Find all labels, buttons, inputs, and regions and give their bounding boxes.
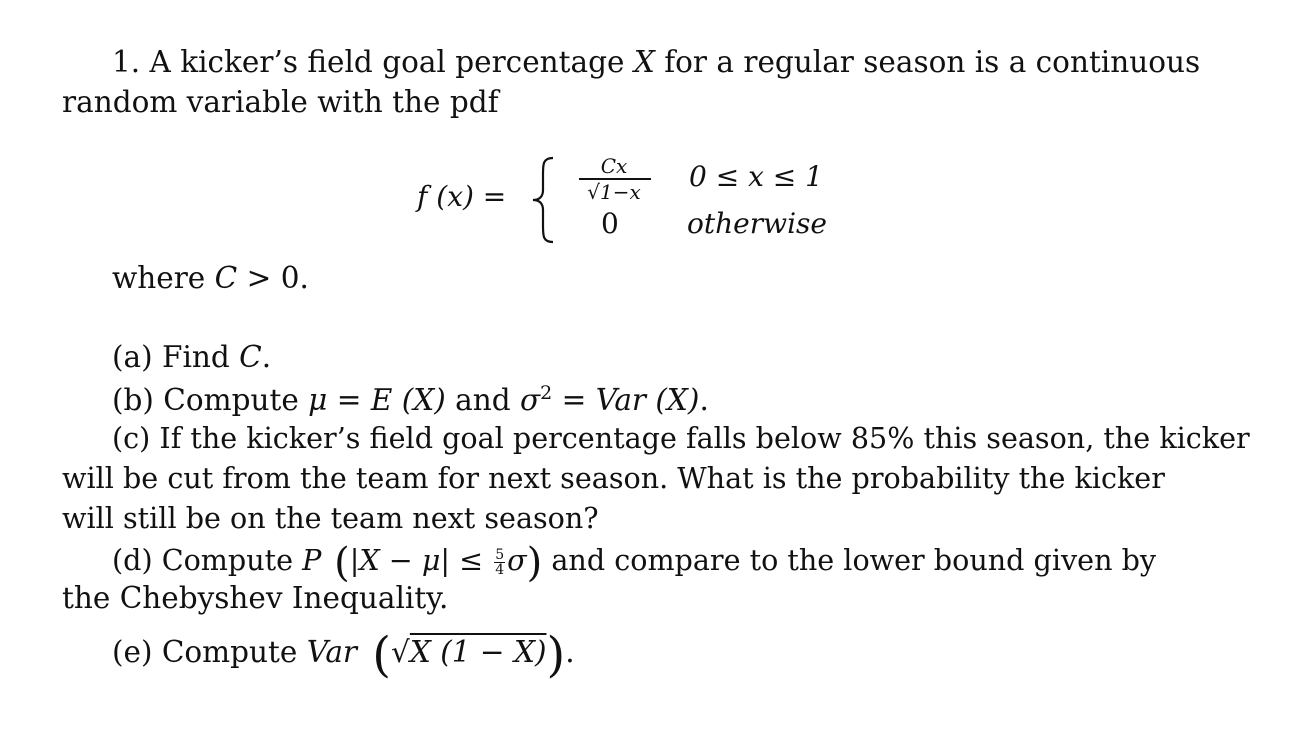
open-paren: ( <box>321 540 350 586</box>
part-a-label: (a) Find <box>112 340 240 374</box>
radical-sign: √ <box>391 635 410 669</box>
case1-numerator: Cx <box>600 154 628 178</box>
sigma-symbol: σ <box>520 382 541 417</box>
mu-symbol: μ <box>308 382 328 417</box>
case2-condition: otherwise <box>687 207 827 240</box>
where-line <box>112 261 309 295</box>
case1-fraction <box>575 154 653 204</box>
part-b <box>112 384 709 415</box>
constant-c: C <box>214 261 238 295</box>
part-d-rest: and compare to the lower bound given by <box>542 543 1157 577</box>
five-fourths-fraction <box>494 548 505 577</box>
expectation-e: E <box>370 382 393 417</box>
part-a <box>112 340 272 374</box>
variance-word-e: Var <box>306 635 358 669</box>
problem-intro-line-2: random variable with the pdf <box>62 85 499 119</box>
case1-denominator: √1−x <box>587 180 641 204</box>
part-c-line-3: will still be on the team next season? <box>62 501 599 535</box>
intro-trail-text: for a regular season is a continuous <box>654 45 1201 79</box>
squared-exponent: 2 <box>540 382 553 404</box>
fraction-numerator: 5 <box>495 547 505 563</box>
equals-sign: = <box>327 382 371 417</box>
part-d-label: (d) Compute <box>112 543 303 577</box>
intro-lead-text: 1. A kicker’s field goal percentage <box>112 45 634 79</box>
part-b-label: (b) Compute <box>112 382 309 417</box>
radicand-expression: X (1 − X) <box>409 635 547 669</box>
probability-p: P <box>302 543 322 577</box>
part-c-line-2: will be cut from the team for next season. What is the probability the kicker <box>62 461 1165 495</box>
formula-lhs: f (x) = <box>417 180 507 213</box>
open-paren-e: ( <box>357 627 392 683</box>
left-brace-icon <box>527 156 561 244</box>
random-variable-x: X <box>633 45 655 79</box>
part-d-line-1 <box>112 540 1157 586</box>
expectation-arg: (X) <box>392 382 446 417</box>
and-word: and <box>445 382 521 417</box>
sigma-symbol-d: σ <box>507 543 527 577</box>
part-d-line-2: the Chebyshev Inequality. <box>62 581 449 615</box>
equals-sign-2: = <box>552 382 596 417</box>
close-paren-e: ) <box>546 627 566 683</box>
problem-intro-line-1 <box>112 45 1201 79</box>
fraction-denominator: 4 <box>495 562 505 578</box>
case2-value: 0 <box>601 207 619 240</box>
part-c-line-1: (c) If the kicker’s field goal percentage falls below 85% this season, the kicker <box>112 421 1250 455</box>
pdf-formula <box>415 150 845 250</box>
part-e-label: (e) Compute <box>112 635 307 669</box>
variance-word: Var <box>595 382 647 417</box>
where-word: where <box>112 261 215 295</box>
part-e-end: . <box>565 635 575 669</box>
case1-condition: 0 ≤ x ≤ 1 <box>689 160 823 193</box>
where-rest: > 0. <box>237 261 309 295</box>
close-paren: ) <box>526 540 543 586</box>
part-a-var: C <box>239 340 262 374</box>
part-a-end: . <box>261 340 272 374</box>
abs-expression: |X − μ| ≤ <box>349 543 493 577</box>
variance-arg: (X) <box>646 382 700 417</box>
part-b-end: . <box>699 382 709 417</box>
part-e <box>112 627 575 683</box>
